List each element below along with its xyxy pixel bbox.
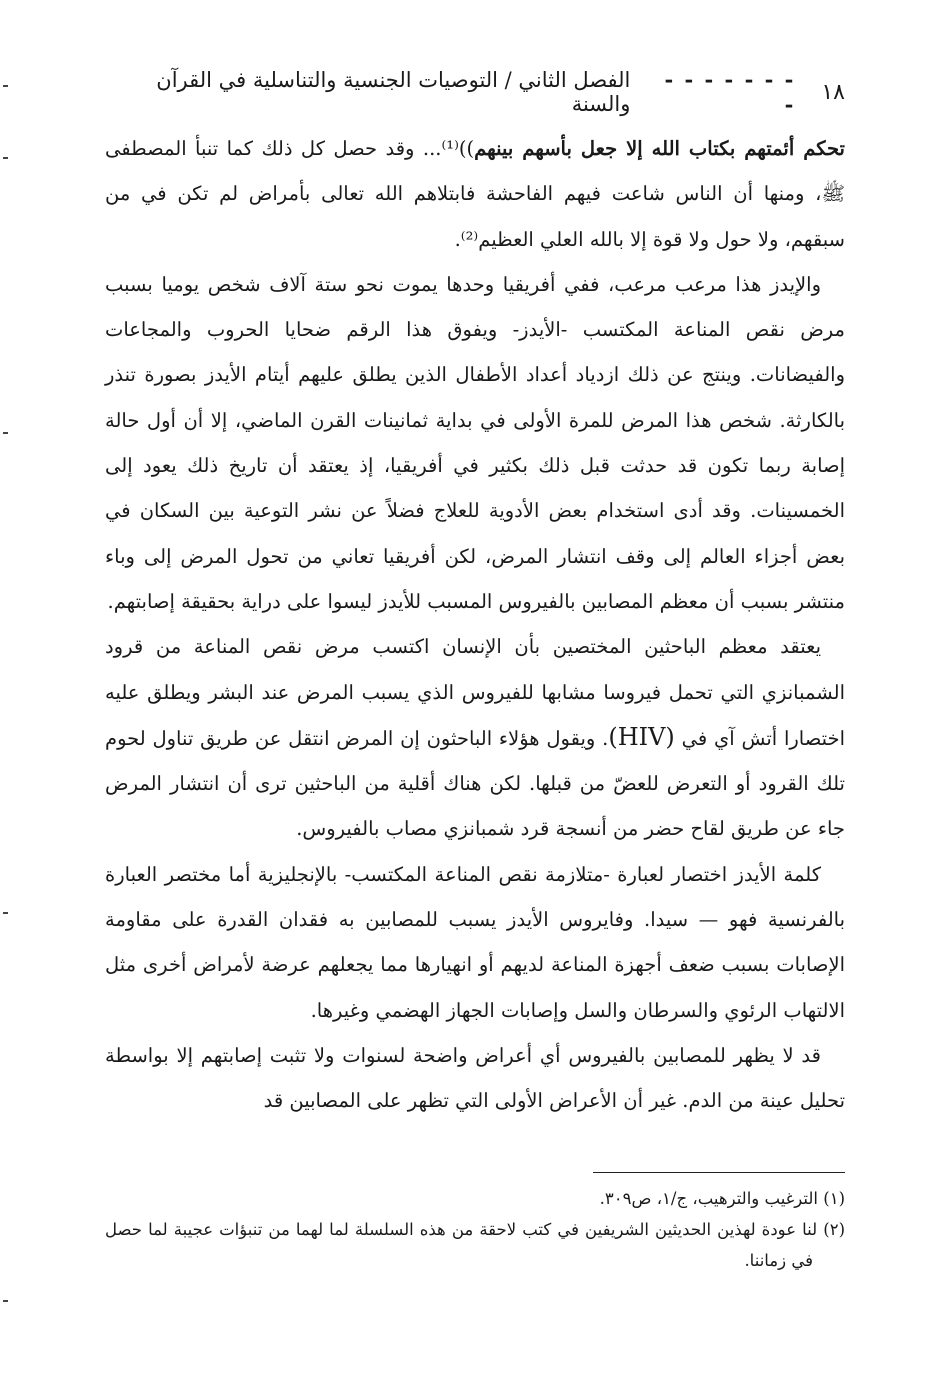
paragraph-5: قد لا يظهر للمصابين بالفيروس أي أعراض واضحة لسنوات ولا تثبت إصابتهم إلا بواسطة تحليل عينة من الدم. غير أن الأعراض الأولى التي تظهر على المصابين قد — [105, 1043, 845, 1113]
body-text — [105, 126, 845, 1124]
scan-mark — [3, 1300, 8, 1302]
scan-mark — [3, 432, 8, 434]
paragraph-1 — [105, 126, 845, 262]
paragraph-3-part-b: . ويقول هؤلاء الباحثون إن المرض انتقل عن طريق تناول لحوم تلك القرود أو التعرض للعضّ من قبلها. لكن هناك أقلية من الباحثين ترى أن انتشار المرض جاء عن طريق لقاح حضر من أنسجة قرد شمبانزي مصاب بالفيروس. — [105, 726, 845, 841]
paragraph-4: كلمة الأيدز اختصار لعبارة -متلازمة نقص المناعة المكتسب- بالإنجليزية أما مختصر العبارة بالفرنسية فهو — سيدا. وفايروس الأيدز يسبب للمصابين به فقدان القدرة على مقاومة الإصابات بسبب ضعف أجهزة المناعة لديهم أو انهيارها مما يجعلهم عرضة لأمراض أخرى مثل الالتهاب الرئوي والسرطان والسل وإصابات الجهاز الهضمي وغيرها. — [105, 862, 845, 1022]
scan-mark — [3, 912, 8, 914]
quoted-hadith: تحكم أئمتهم بكتاب الله إلا جعل بأسهم بينهم — [474, 137, 845, 160]
footnote-2: (٢) لنا عودة لهذين الحديثين الشريفين في كتب لاحقة من هذه السلسلة لما لهما من تنبؤات عجيبة لما حصل في زماننا. — [105, 1220, 845, 1270]
paragraph-3-part-a: يعتقد معظم الباحثين المختصين بأن الإنسان اكتسب مرض نقص المناعة من قرود الشمبانزي التي تحمل فيروسا مشابها للفيروس الذي يسبب المرض عند البشر ويطلق عليه اختصارا أتش آي في — [105, 635, 846, 750]
page-number: ١٨ — [821, 79, 845, 105]
footnotes — [105, 1183, 845, 1276]
header-dashes: - - - - - - - - — [664, 67, 796, 117]
scan-mark — [3, 85, 8, 87]
paragraph-3 — [105, 624, 845, 851]
footnote-1: (١) الترغيب والترهيب، ج/١، ص٣٠٩. — [599, 1189, 845, 1208]
paragraph-2: والإيدز هذا مرعب مرعب، ففي أفريقيا وحدها يموت نحو ستة آلاف شخص يوميا بسبب مرض نقص المناعة المكتسب -الأيدز- ويفوق هذا الرقم ضحايا الحروب والمجاعات والفيضانات. وينتج عن ذلك ازدياد أعداد الأطفال الذين يطلق عليهم أيتام الأيدز بصورة تنذر بالكارثة. شخص هذا المرض للمرة الأولى في بداية ثمانينات القرن الماضي، إلا أن أول حالة إصابة ربما تكون قد حدثت قبل ذلك بكثير في أفريقيا، إذ يعتقد أن تاريخ ذلك يعود إلى الخمسينات. وقد أدى استخدام بعض الأدوية للعلاج فضلاً عن نشر التوعية بين السكان في بعض أجزاء العالم إلى وقف انتشار المرض، لكن أفريقيا تعاني من تحول المرض إلى وباء منتشر بسبب أن معظم المصابين بالفيروس المسبب للأيدز ليسوا على دراية بحقيقة إصابتهم. — [105, 272, 845, 613]
paragraph-1-rest: ))⁽¹⁾... وقد حصل كل ذلك كما تنبأ المصطفى ﷺ، ومنها أن الناس شاعت فيهم الفاحشة فابتلاهم الله تعالى بأمراض لم تكن في من سبقهم، ولا حول ولا قوة إلا بالله العلي العظيم⁽²⁾. — [105, 137, 845, 251]
chapter-title: الفصل الثاني / التوصيات الجنسية والتناسلية في القرآن والسنة — [156, 68, 631, 116]
footnote-separator — [593, 1172, 845, 1173]
running-header — [105, 67, 845, 117]
hiv-abbreviation: (HIV) — [608, 722, 675, 751]
scan-mark — [3, 157, 8, 159]
